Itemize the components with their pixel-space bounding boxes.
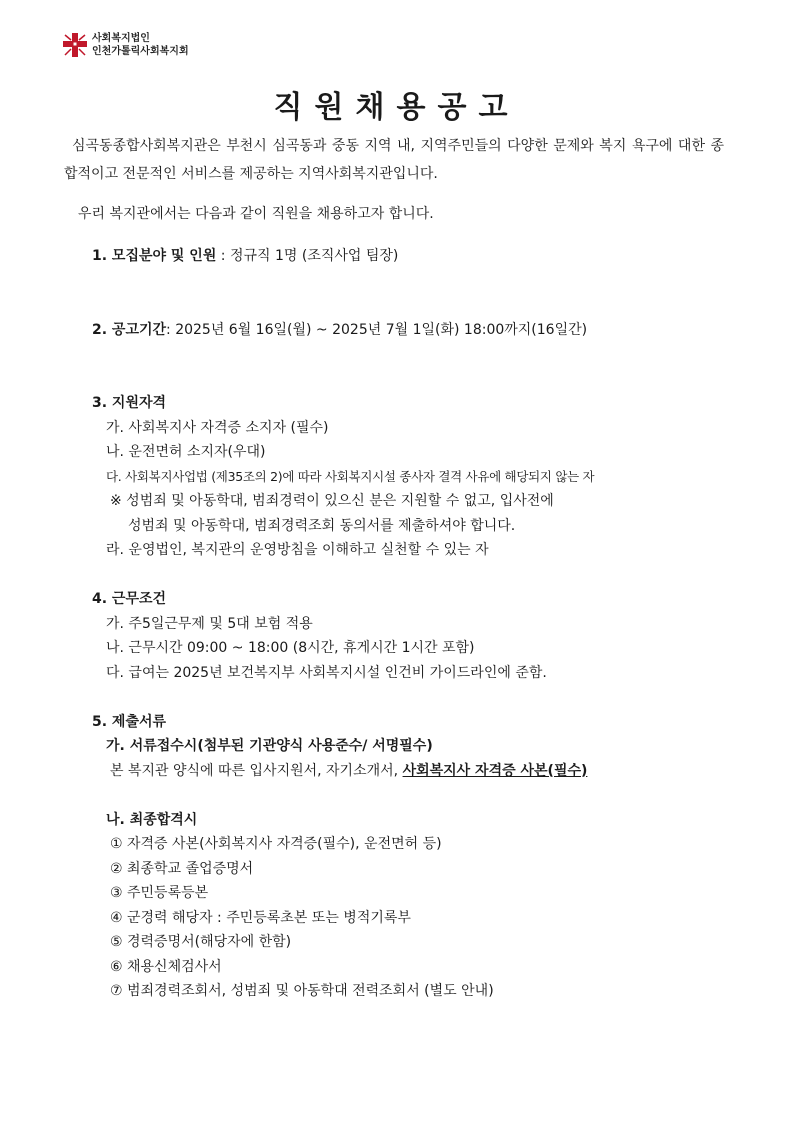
section-value: : 정규직 1명 (조직사업 팀장): [216, 248, 399, 264]
section-period: [92, 318, 712, 343]
sub-section-title: 가. 서류접수시(첨부된 기관양식 사용준수/ 서명필수): [106, 738, 433, 754]
required-document-emphasis: 사회복지사 자격증 사본(필수): [402, 762, 588, 779]
page-title: 직원채용공고: [273, 90, 520, 125]
org-name: [92, 32, 189, 58]
list-item: 다. 사회복지사업법 (제35조의 2)에 따라 사회복지시설 종사자 결격 사유에 해당되지 않는 자: [106, 468, 595, 484]
org-name-line2: 인천가톨릭사회복지회: [92, 46, 189, 57]
list-item: ③ 주민등록등본: [110, 885, 209, 901]
intro-paragraph: 심곡동종합사회복지관은 부천시 심곡동과 중동 지역 내, 지역주민들의 다양한 문제와 복지 욕구에 대한 종합적이고 전문적인 서비스를 제공하는 지역사회복지관입니다.: [64, 138, 724, 182]
sub-section-text: [92, 759, 712, 784]
list-item: 나. 근무시간 09:00 ~ 18:00 (8시간, 휴게시간 1시간 포함): [106, 640, 475, 656]
list-item: 가. 사회복지사 자격증 소지자 (필수): [106, 419, 329, 436]
intro-statement: 우리 복지관에서는 다음과 같이 직원을 채용하고자 합니다.: [78, 206, 434, 222]
list-item: ① 자격증 사본(사회복지사 자격증(필수), 운전면허 등): [110, 836, 442, 852]
notice-note: ※ 성범죄 및 아동학대, 범죄경력이 있으신 분은 지원할 수 없고, 입사전에: [110, 493, 554, 509]
list-item: ② 최종학교 졸업증명서: [110, 860, 254, 877]
cross-emblem-icon: [62, 32, 88, 58]
notice-body: [92, 244, 712, 1004]
list-item: ⑤ 경력증명서(해당자에 한함): [110, 934, 292, 950]
section-qualification-title: 3. 지원자격: [92, 395, 167, 411]
intro: [64, 132, 724, 228]
section-label: 2. 공고기간: [92, 321, 167, 338]
section-label: 1. 모집분야 및 인원: [92, 248, 217, 264]
notice-note: 성범죄 및 아동학대, 범죄경력조회 동의서를 제출하셔야 합니다.: [128, 517, 516, 534]
list-item: 가. 주5일근무제 및 5대 보험 적용: [106, 615, 313, 632]
section-documents-title: 5. 제출서류: [92, 713, 167, 730]
org-logo: [62, 32, 189, 58]
list-item: ④ 군경력 해당자 : 주민등록초본 또는 병적기록부: [110, 909, 411, 926]
section-conditions-title: 4. 근무조건: [92, 591, 167, 607]
list-item: 나. 운전면허 소지자(우대): [106, 444, 266, 460]
sub-section-text-plain: 본 복지관 양식에 따른 입사지원서, 자기소개서,: [110, 762, 403, 779]
org-name-line1: 사회복지법인: [92, 33, 150, 44]
list-item: ⑥ 채용신체검사서: [110, 958, 222, 975]
sub-section-title: 나. 최종합격시: [106, 811, 198, 828]
section-value: : 2025년 6월 16일(월) ~ 2025년 7월 1일(화) 18:00까지(16일간): [166, 321, 588, 338]
section-recruitment: [92, 244, 712, 269]
list-item: 다. 급여는 2025년 보건복지부 사회복지시설 인건비 가이드라인에 준함.: [106, 664, 547, 681]
list-item: 라. 운영법인, 복지관의 운영방침을 이해하고 실천할 수 있는 자: [106, 542, 489, 558]
list-item: ⑦ 범죄경력조회서, 성범죄 및 아동학대 전력조회서 (별도 안내): [110, 983, 494, 999]
